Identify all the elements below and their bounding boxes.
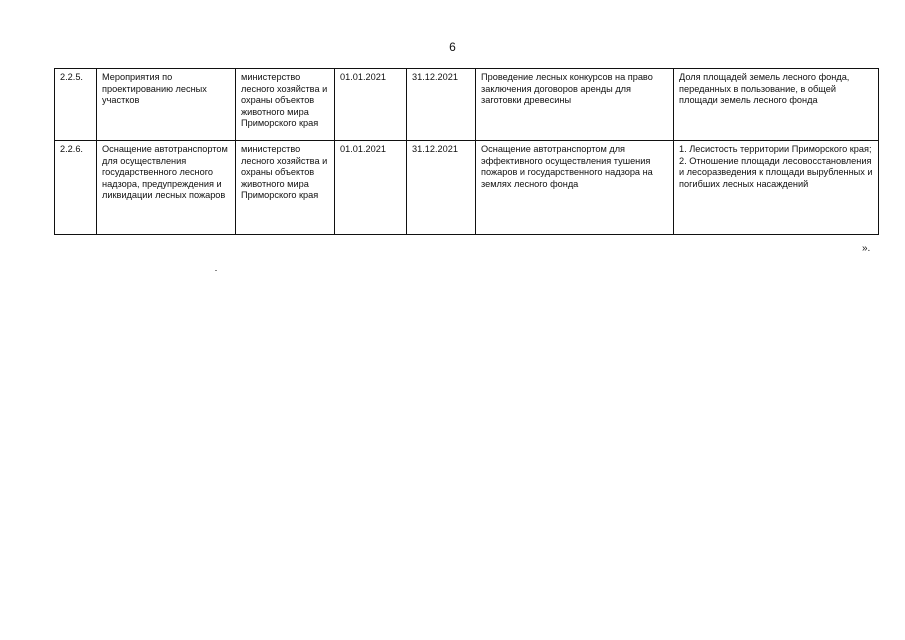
executor: министерство лесного хозяйства и охраны объектов животного мира Приморского края xyxy=(236,141,335,235)
table-row xyxy=(55,141,879,235)
measure-name: Оснащение автотранспортом для осуществления государственного лесного надзора, предупреждения и ликвидации лесных пожаров xyxy=(97,141,236,235)
indicator-item: 2. Отношение площади лесовосстановления и лесоразведения к площади вырубленных и погибших лесных насаждений xyxy=(679,155,873,189)
indicator-item: 1. Лесистость территории Приморского края; xyxy=(679,144,872,154)
row-number: 2.2.6. xyxy=(55,141,97,235)
expected-result: Проведение лесных конкурсов на право заключения договоров аренды для заготовки древесины xyxy=(476,69,674,141)
end-date: 31.12.2021 xyxy=(407,69,476,141)
table-row xyxy=(55,69,879,141)
expected-result: Оснащение автотранспортом для эффективного осуществления тушения пожаров и государственного надзора на землях лесного фонда xyxy=(476,141,674,235)
scan-speck xyxy=(215,270,217,271)
indicator: Доля площадей земель лесного фонда, переданных в пользование, в общей площади земель лесного фонда xyxy=(674,69,879,141)
closing-quote: ». xyxy=(862,243,871,254)
measure-name: Мероприятия по проектированию лесных участков xyxy=(97,69,236,141)
measures-table xyxy=(54,68,879,235)
indicator xyxy=(674,141,879,235)
start-date: 01.01.2021 xyxy=(335,69,407,141)
executor: министерство лесного хозяйства и охраны объектов животного мира Приморского края xyxy=(236,69,335,141)
end-date: 31.12.2021 xyxy=(407,141,476,235)
row-number: 2.2.5. xyxy=(55,69,97,141)
page-number: 6 xyxy=(449,40,456,54)
start-date: 01.01.2021 xyxy=(335,141,407,235)
